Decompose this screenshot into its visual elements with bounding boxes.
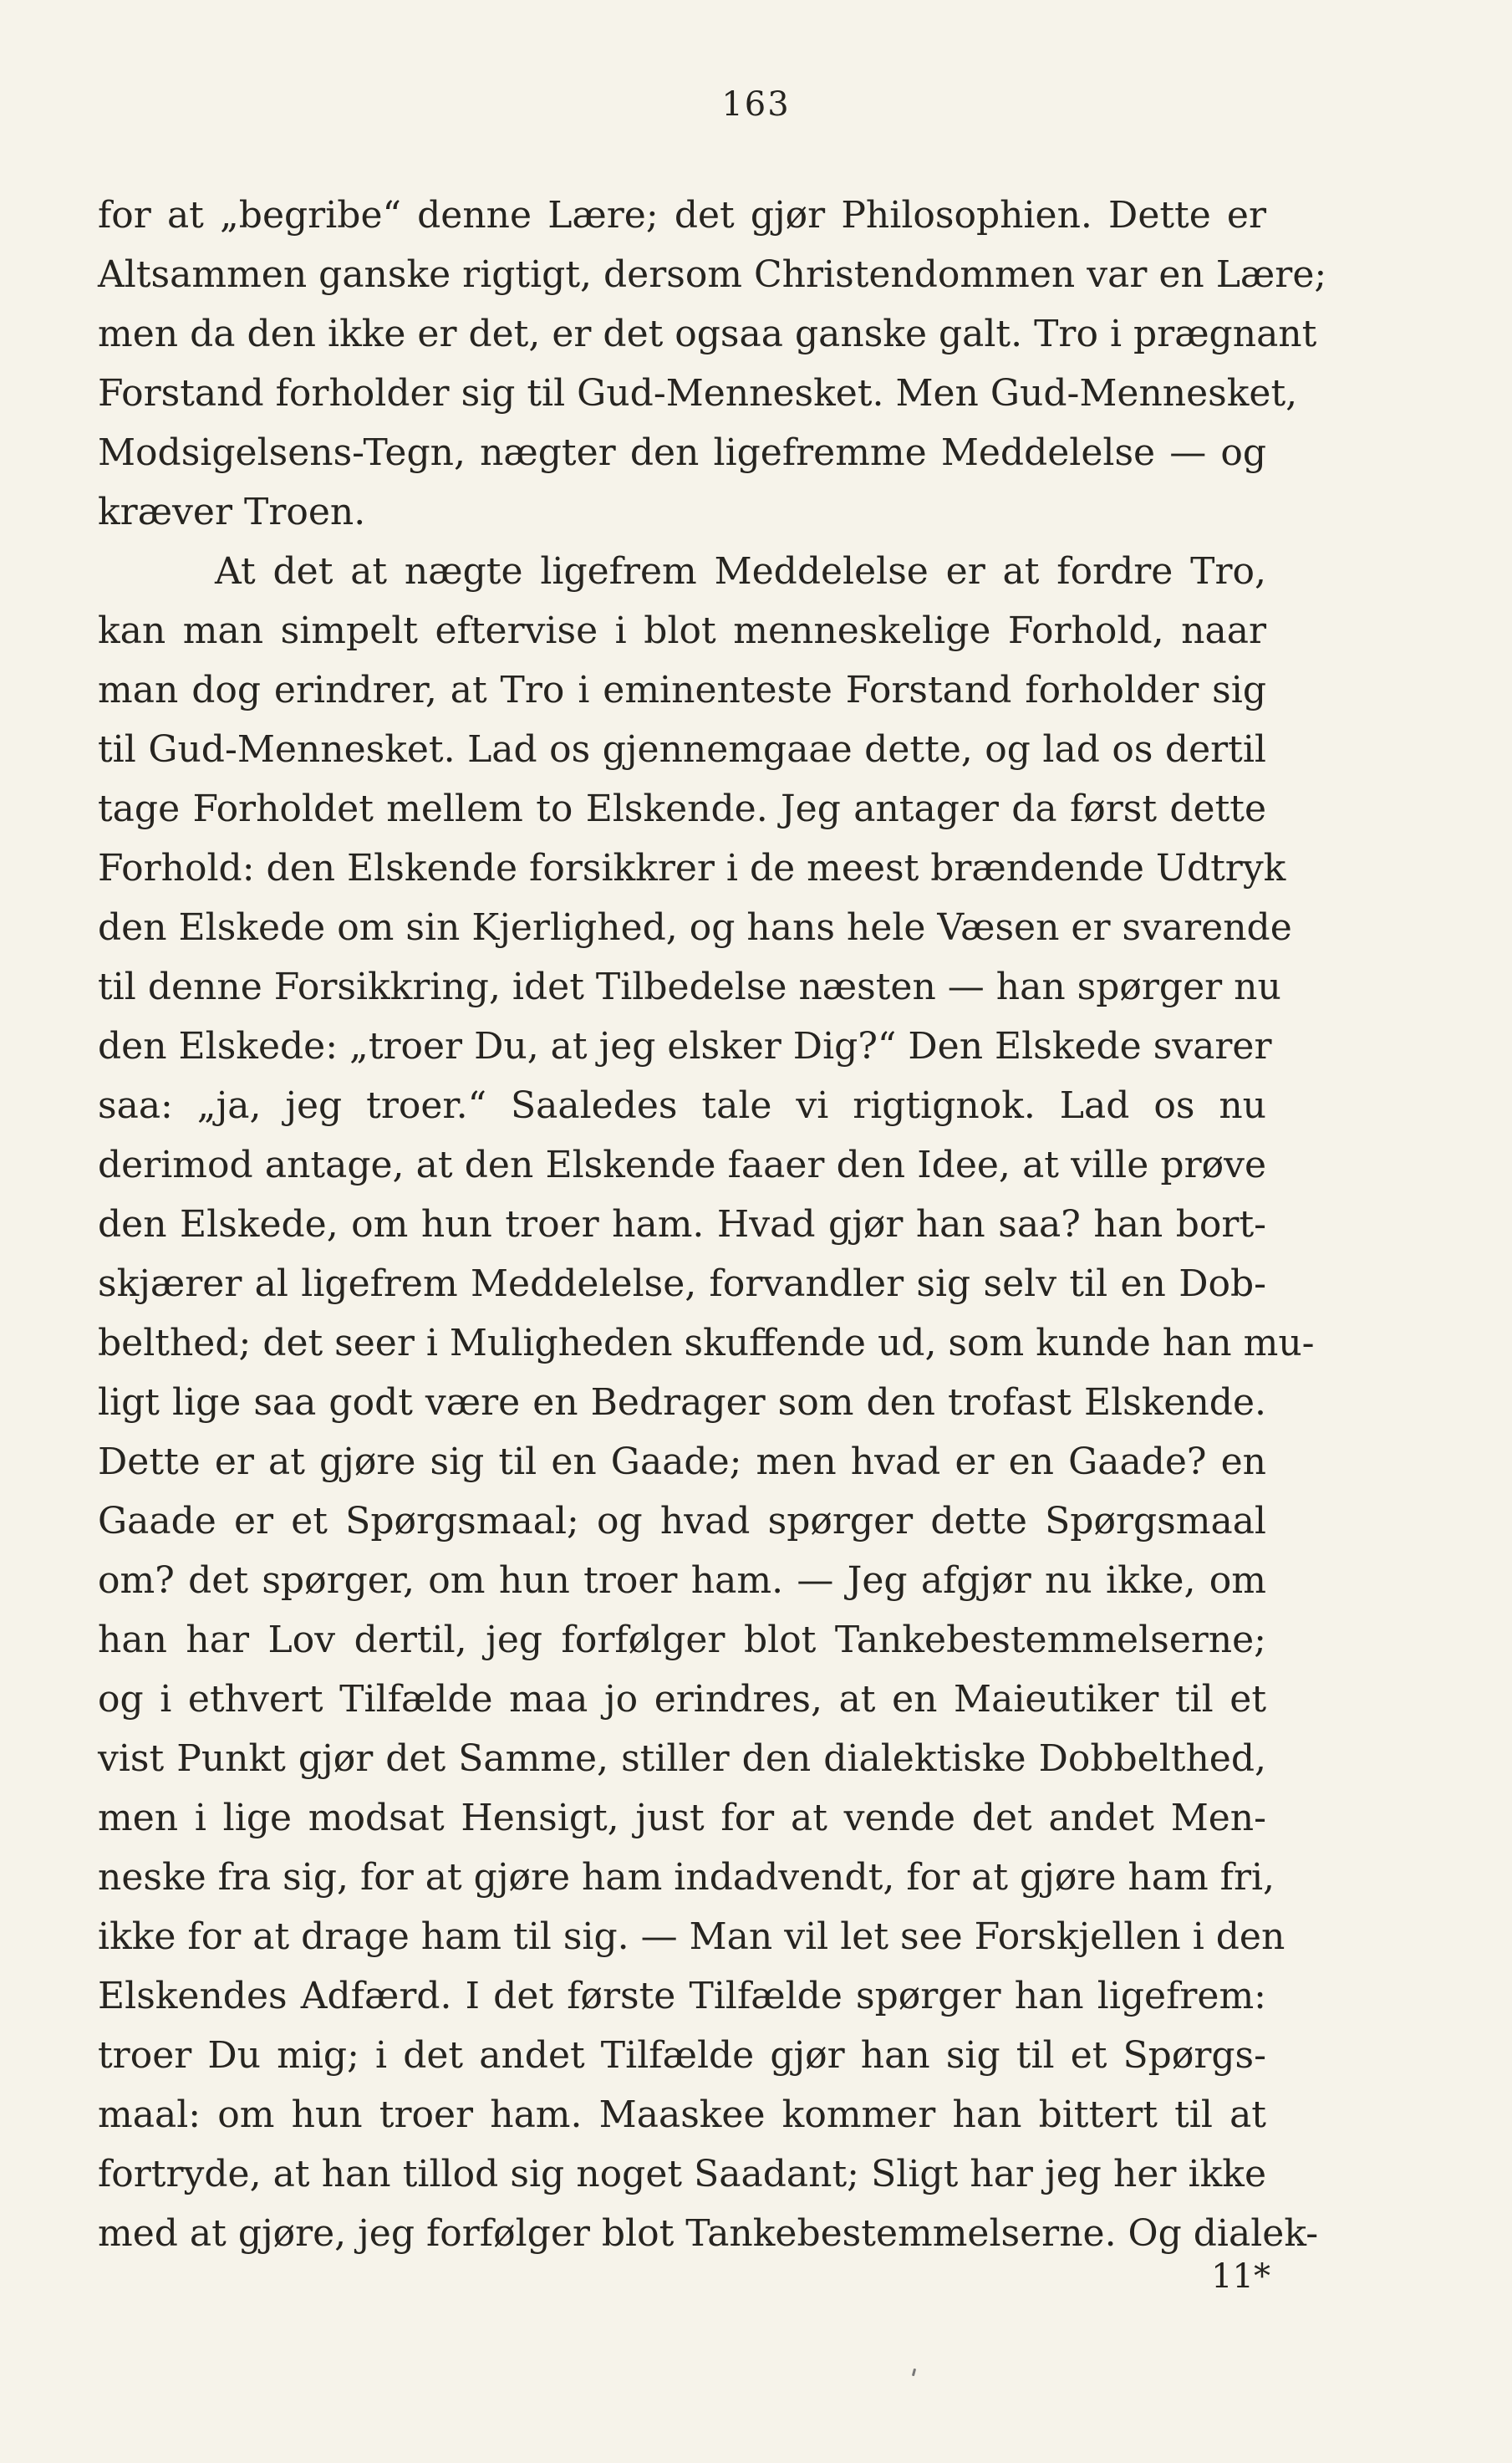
text-line: ikke for at drage ham til sig. — Man vil let see Forskjellen i den bbox=[98, 1915, 1285, 1958]
text-line: den Elskede, om hun troer ham. Hvad gjør han saa? han bort- bbox=[98, 1203, 1266, 1246]
text-line: vist Punkt gjør det Samme, stiller den dialektiske Dobbelthed, bbox=[98, 1737, 1266, 1780]
text-line: Modsigelsens-Tegn, nægter den ligefremme Meddelelse — og bbox=[98, 431, 1266, 474]
text-line: og i ethvert Tilfælde maa jo erindres, at en Maieutiker til et bbox=[98, 1678, 1266, 1721]
text-line: Altsammen ganske rigtigt, dersom Christendommen var en Lære; bbox=[98, 253, 1327, 296]
text-line: han har Lov dertil, jeg forfølger blot Tankebestemmelserne; bbox=[98, 1619, 1266, 1661]
text-line: derimod antage, at den Elskende faaer den Idee, at ville prøve bbox=[98, 1144, 1266, 1186]
text-line: maal: om hun troer ham. Maaskee kommer han bittert til at bbox=[98, 2093, 1266, 2136]
text-line: saa: „ja, jeg troer.“ Saaledes tale vi rigtignok. Lad os nu bbox=[98, 1084, 1266, 1127]
text-line: skjærer al ligefrem Meddelelse, forvandler sig selv til en Dob- bbox=[98, 1262, 1266, 1305]
text-line: Elskendes Adfærd. I det første Tilfælde spørger han ligefrem: bbox=[98, 1975, 1266, 2017]
text-line: kræver Troen. bbox=[98, 491, 366, 533]
text-line: man dog erindrer, at Tro i eminenteste Forstand forholder sig bbox=[98, 669, 1266, 711]
text-line: til Gud-Mennesket. Lad os gjennemgaae dette, og lad os dertil bbox=[98, 728, 1266, 771]
text-line: Forstand forholder sig til Gud-Mennesket. Men Gud-Mennesket, bbox=[98, 372, 1298, 415]
text-line: til denne Forsikkring, idet Tilbedelse næsten — han spørger nu bbox=[98, 966, 1281, 1008]
text-line: tage Forholdet mellem to Elskende. Jeg antager da først dette bbox=[98, 788, 1266, 830]
text-line: fortryde, at han tillod sig noget Saadant; Sligt har jeg her ikke bbox=[98, 2153, 1266, 2195]
text-line: den Elskede om sin Kjerlighed, og hans hele Væsen er svarende bbox=[98, 906, 1292, 949]
text-line: ligt lige saa godt være en Bedrager som den trofast Elskende. bbox=[98, 1381, 1266, 1424]
text-line: med at gjøre, jeg forfølger blot Tankebestemmelserne. Og dialek- bbox=[98, 2212, 1319, 2255]
text-line: kan man simpelt eftervise i blot menneskelige Forhold, naar bbox=[98, 609, 1266, 652]
text-line: men i lige modsat Hensigt, just for at vende det andet Men- bbox=[98, 1797, 1266, 1839]
text-line: for at „begribe“ denne Lære; det gjør Philosophien. Dette er bbox=[98, 194, 1266, 237]
text-line: Dette er at gjøre sig til en Gaade; men hvad er en Gaade? en bbox=[98, 1441, 1266, 1483]
text-line: neske fra sig, for at gjøre ham indadvendt, for at gjøre ham fri, bbox=[98, 1856, 1275, 1899]
text-line: Forhold: den Elskende forsikkrer i de meest brændende Udtryk bbox=[98, 847, 1286, 890]
text-line: At det at nægte ligefrem Meddelelse er at fordre Tro, bbox=[215, 550, 1266, 593]
signature-mark: 11* bbox=[1211, 2257, 1270, 2296]
text-line: om? det spørger, om hun troer ham. — Jeg afgjør nu ikke, om bbox=[98, 1559, 1266, 1602]
page-number: 163 bbox=[721, 85, 791, 124]
body-text bbox=[98, 186, 1327, 2263]
text-line: belthed; det seer i Muligheden skuffende ud, som kunde han mu- bbox=[98, 1322, 1315, 1364]
text-line: troer Du mig; i det andet Tilfælde gjør han sig til et Spørgs- bbox=[98, 2034, 1266, 2077]
text-line: men da den ikke er det, er det ogsaa ganske galt. Tro i prægnant bbox=[98, 313, 1317, 355]
text-line: Gaade er et Spørgsmaal; og hvad spørger dette Spørgsmaal bbox=[98, 1500, 1266, 1543]
ink-speck bbox=[912, 2369, 916, 2376]
text-line: den Elskede: „troer Du, at jeg elsker Dig?“ Den Elskede svarer bbox=[98, 1025, 1272, 1068]
